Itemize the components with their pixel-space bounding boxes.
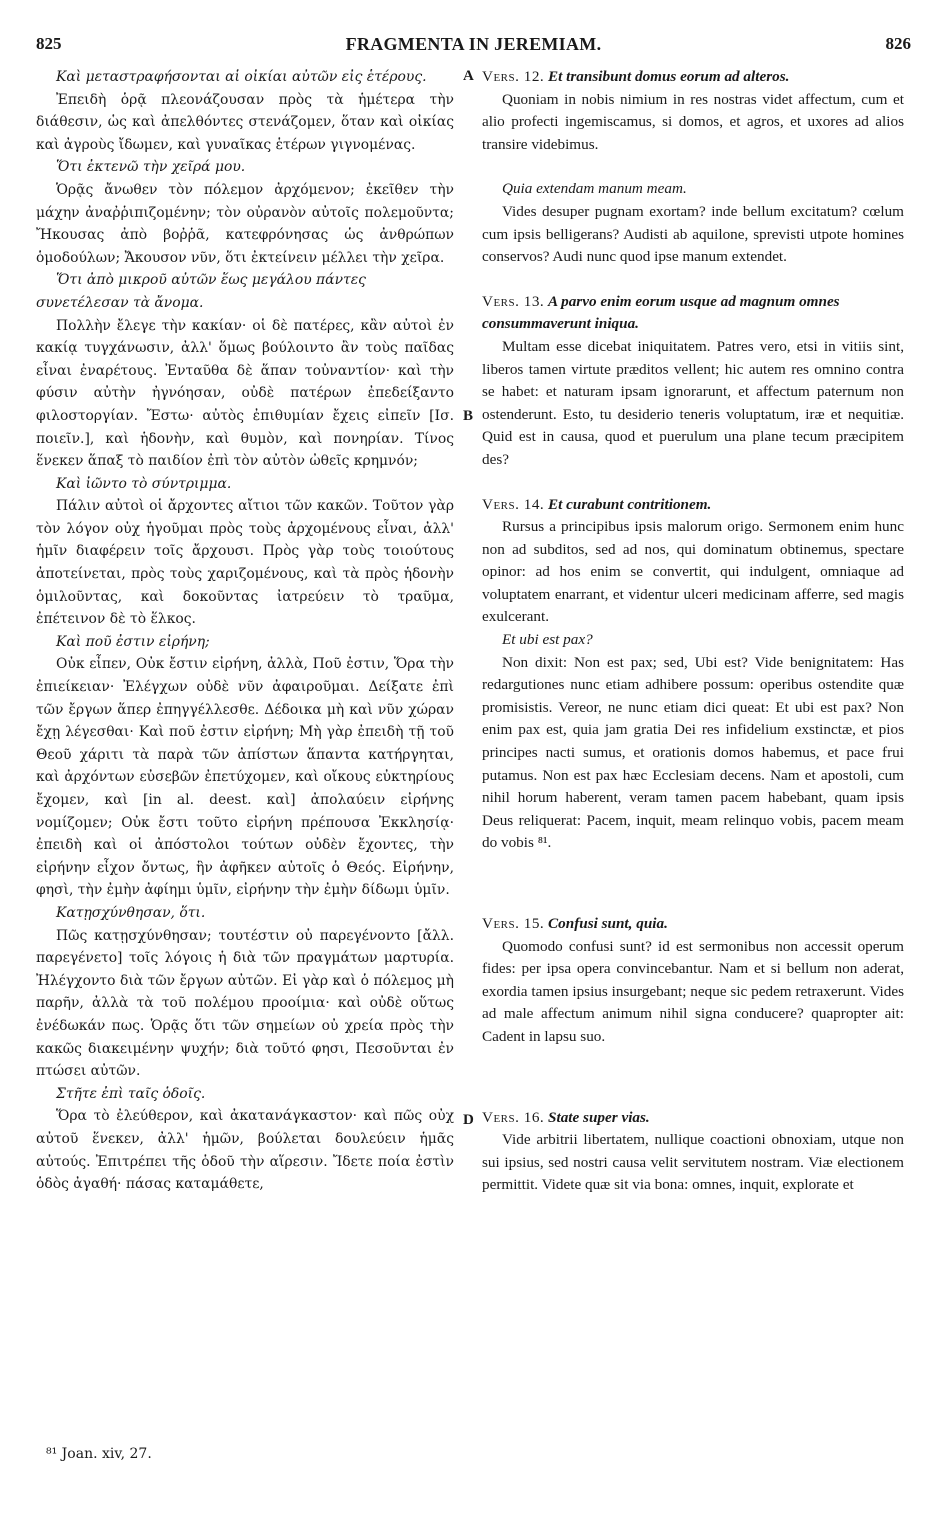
verse-lemma: Et transibunt domus eorum ad alteros. xyxy=(548,68,790,85)
verse-heading xyxy=(482,913,904,936)
verse-lemma: A parvo enim eorum usque ad magnum omnes consummaverunt iniqua. xyxy=(482,292,840,333)
latin-paragraph: Non dixit: Non est pax; sed, Ubi est? Vide benignitatem: Has redargutiones nunc etiam adhibere possum: operibus ostendite quæ promisistis. Vereor, ne nunc etiam dici queat: Et ubi est pax? Non enim pax est, quia jam gratia Dei res infidelium exstinctæ, et pios principes nacti sumus, et orationis domos habemus, et pace frui putamus. Non est pax hæc Ecclesiam decens. Nam et apostoli, cum nihil horum haberent, veram tamen pacem habebant, quam ipsis Deus reliquerat: Pacem, inquit, meam relinquo vobis, pacem meam do vobis ⁸¹. xyxy=(482,653,904,852)
greek-lemma: Ὅτι ἀπὸ μικροῦ αὐτῶν ἕως μεγάλου πάντες συνετέλεσαν τὰ ἄνομα. xyxy=(36,272,366,311)
latin-paragraph: Rursus a principibus ipsis malorum origo. Sermonem enim hunc non ad subditos, sed ad nos, qui dominatum obtinemus, spectare opinor: ad hos enim se convertit, qui indulgent, omniaque ad voluptatem enarrant, et videntur ulceri medicinam afferre, sed magis exulcerant. xyxy=(482,518,904,626)
margin-marker-a: A xyxy=(463,68,474,84)
running-title: FRAGMENTA IN JEREMIAM. xyxy=(345,34,602,54)
verse-label: Vers. 12. xyxy=(482,68,545,85)
verse-label: Vers. 16. xyxy=(482,1108,545,1126)
greek-lemma: Στῆτε ἐπὶ ταῖς ὁδοῖς. xyxy=(56,1085,206,1102)
greek-lemma: Κατῃσχύνθησαν, ὅτι. xyxy=(56,904,206,921)
greek-lemma: Ὅτι ἐκτενῶ τὴν χεῖρά μου. xyxy=(56,159,246,176)
greek-lemma: Καὶ ἰῶντο τὸ σύντριμμα. xyxy=(56,475,232,492)
verse-label: Vers. 15. xyxy=(482,915,545,932)
verse-heading xyxy=(482,1107,904,1130)
running-header xyxy=(36,34,911,60)
latin-paragraph: Quomodo confusi sunt? id est sermonibus non accessit operum fides: per ipsa opera convincebantur. Nam et si bellum non aderat, exordia tamen ipsius insurgebant; neque sic pedem retraxerunt. Vides ad male affectum animum nihil signa conducere? quapropter ait: Cadent in lapsu suo. xyxy=(482,937,904,1045)
verse-heading xyxy=(482,66,904,89)
verse-lemma: State super vias. xyxy=(548,1108,650,1126)
footnote: ⁸¹ Joan. xiv, 27. xyxy=(46,1446,152,1462)
greek-paragraph: Οὐκ εἶπεν, Οὐκ ἔστιν εἰρήνη, ἀλλὰ, Ποῦ ἐστιν, Ὅρα τὴν ἐπιείκειαν· Ἐλέγχων οὐδὲ νῦν ἀφαιροῦμαι. Δείξατε ἐπὶ τῶν ἔργων ἅπερ ἐπηγγέλλεσθε. Δέδοικα μὴ καὶ νῦν χώραν ἔχῃ λέγεσθαι· Καὶ ποῦ ἐστιν εἰρήνη; Μὴ γὰρ ἐπειδὴ τῇ τοῦ Θεοῦ χάριτι τὰ παρὰ τῶν ἀπίστων ἅπαντα κατήργηται, καὶ ἀρχόντων εὐσεβῶν ἐπετύχομεν, καὶ οἴκους εὐκτηρίους ἔχομεν, καὶ [in al. deest. καὶ] ἀπολαύειν εἰρήνης νομίζομεν; Οὐκ ἔστι τοῦτο εἰρήνη πρέπουσα Ἐκκλησίᾳ· ἐπειδὴ καὶ οἱ ἀπόστολοι τούτων οὐδὲν ἔχοντες, τὴν εἰρήνην εἶχον ὄντως, ἣν ἀφῆκεν αὐτοῖς ὁ Θεός. Εἰρήνην, φησὶ, τὴν ἐμὴν ἀφίημι ὑμῖν, εἰρήνην τὴν ἐμὴν δίδωμι ὑμῖν. xyxy=(36,656,454,899)
latin-paragraph: Multam esse dicebat iniquitatem. Patres vero, etsi in vitiis sint, liberos tamen virtute præditos vellent; hic autem res omnino contra se habet: et naturam ipsam ignorarunt, et affectum paternum non ostenderunt. Esto, tu desiderio teneris voluptatum, iræ et nequitiæ. Quid est in causa, quod et puerulum una plane tecum præcipitem des? xyxy=(482,337,904,468)
latin-lemma: Quia extendam manum meam. xyxy=(502,180,687,198)
verse-heading xyxy=(482,291,904,336)
greek-paragraph: Ὅρα τὸ ἐλεύθερον, καὶ ἀκατανάγκαστον· καὶ πῶς οὐχ αὐτοῦ ἕνεκεν, ἀλλ' ἡμῶν, βούλεται δουλεύειν ἡμᾶς αὐτούς. Ἐπιτρέπει τῆς ὁδοῦ τὴν αἵρεσιν. Ἴδετε ποία ἐστὶν ὁδὸς ἀγαθή· πάσας καταμάθετε, xyxy=(36,1108,454,1193)
latin-column xyxy=(482,66,904,1197)
margin-marker-b: B xyxy=(463,408,474,424)
page-number-right: 826 xyxy=(885,34,911,53)
greek-paragraph: Πολλὴν ἔλεγε τὴν κακίαν· οἱ δὲ πατέρες, κἂν αὐτοὶ ἐν κακίᾳ τυγχάνωσιν, ἀλλ' ὅμως βούλοιντο ἂν τοὺς παῖδας εἶναι ἐναρέτους. Ἐνταῦθα δὲ ἅπαν τοὐναντίον· καὶ τὴν φύσιν αὐτὴν ἠγνόησαν, οὐδὲ πατέρων ἐπεδείξαντο φιλοστοργίαν. Ἔστω· αὐτὸς ἐπιθυμίαν ἔχεις εἰπεῖν [Ισ. ποιεῖν.], καὶ ἡδονὴν, καὶ θυμὸν, καὶ πονηρίαν. Τίνος ἕνεκεν ἅπαξ τὸ παιδίον ἐπὶ τὸν αὐτὸν ὠθεῖς κρημνόν; xyxy=(36,317,454,470)
greek-lemma: Καὶ ποῦ ἐστιν εἰρήνη; xyxy=(56,633,210,650)
margin-marker-d: D xyxy=(463,1112,474,1128)
page-number-left: 825 xyxy=(36,34,62,53)
latin-paragraph: Vide arbitrii libertatem, nullique coactioni obnoxiam, utque non sui ipsius, sed nostri causa velit servitutem nostram. Viæ electionem permittit. Videte quæ sit via bona: omnes, inquit, explorate et xyxy=(482,1131,904,1194)
greek-paragraph: Πάλιν αὐτοὶ οἱ ἄρχοντες αἴτιοι τῶν κακῶν. Τοῦτον γὰρ τὸν λόγον οὐχ ἡγοῦμαι πρὸς τοὺς ἀρχομένους εἶναι, ἀλλ' ἡμῖν διαφέρειν τοῖς ἄρχουσι. Πρὸς γὰρ τοὺς τοιούτους ἀποτείνεται, πρὸς τοὺς χαριζομένους, καὶ τὰ πρὸς ἡδονὴν ὁμιλοῦντας, καὶ δοκοῦντας ἰατρεύειν τὸ τραῦμα, ἐπέτεινον δὲ τὸ ἕλκος. xyxy=(36,498,454,628)
greek-column xyxy=(36,66,454,1196)
greek-paragraph: Ἐπειδὴ ὁρᾷ πλεονάζουσαν πρὸς τὰ ἡμέτερα τὴν διάθεσιν, ὡς καὶ ἀπελθόντες στενάζομεν, ὅταν καὶ οἰκίας καὶ ἀγροὺς ἴδωμεν, καὶ γυναῖκας ἑτέρων γιγνομένας. xyxy=(36,91,454,153)
verse-label: Vers. 13. xyxy=(482,292,545,310)
verse-heading xyxy=(482,494,904,517)
greek-lemma: Καὶ μεταστραφήσονται αἱ οἰκίαι αὐτῶν εἰς ἑτέρους. xyxy=(56,69,427,85)
latin-paragraph: Quoniam in nobis nimium in res nostras videt affectum, cum et alio profecti ingemiscamus, si domos, et agros, et uxores ad alios transire videbimus. xyxy=(482,90,904,153)
verse-lemma: Confusi sunt, quia. xyxy=(548,915,668,932)
verse-label: Vers. 14. xyxy=(482,495,545,513)
latin-lemma: Et ubi est pax? xyxy=(502,631,593,649)
latin-paragraph: Vides desuper pugnam exortam? inde bellum excitatum? cœlum cum ipsis belligerans? Audisti ab aquilone, sprevisti utpote homines conservos? Audi nunc quod ipse manum extendet. xyxy=(482,202,904,266)
greek-paragraph: Ὁρᾷς ἄνωθεν τὸν πόλεμον ἀρχόμενον; ἐκεῖθεν τὴν μάχην ἀναῤῥιπιζομένην; τὸν οὐρανὸν αὐτοῖς πολεμοῦντα; Ἤκουσας ἀπὸ βοῤῥᾶ, κατεφρόνησας ὡς ἀνθρώπων ὁμοδούλων; Ἄκουσον νῦν, ὅτι ἐκτείνειν μέλλει τὴν χεῖρα. xyxy=(36,181,454,266)
greek-paragraph: Πῶς κατῃσχύνθησαν; τουτέστιν οὐ παρεγένοντο [ἄλλ. παρεγένετο] τοῖς λόγοις ἡ διὰ τῶν πραγμάτων μαρτυρία. Ἠλέγχοντο διὰ τῶν ἔργων αὐτῶν. Εἰ γὰρ καὶ ὁ πόλεμος μὴ παρῆν, ἀλλὰ τὰ τοῦ πολέμου προοίμια· καὶ οὐδὲ οὕτως ἐνέδωκάν πως. Ὁρᾷς ὅτι τῶν σημείων οὐ χρεία πρὸς τὴν κακῶς διακειμένην ψυχήν; διὰ τοῦτό φησι, Πεσοῦνται ἐν πτώσει αὐτῶν. xyxy=(36,927,454,1080)
verse-lemma: Et curabunt contritionem. xyxy=(548,495,712,513)
